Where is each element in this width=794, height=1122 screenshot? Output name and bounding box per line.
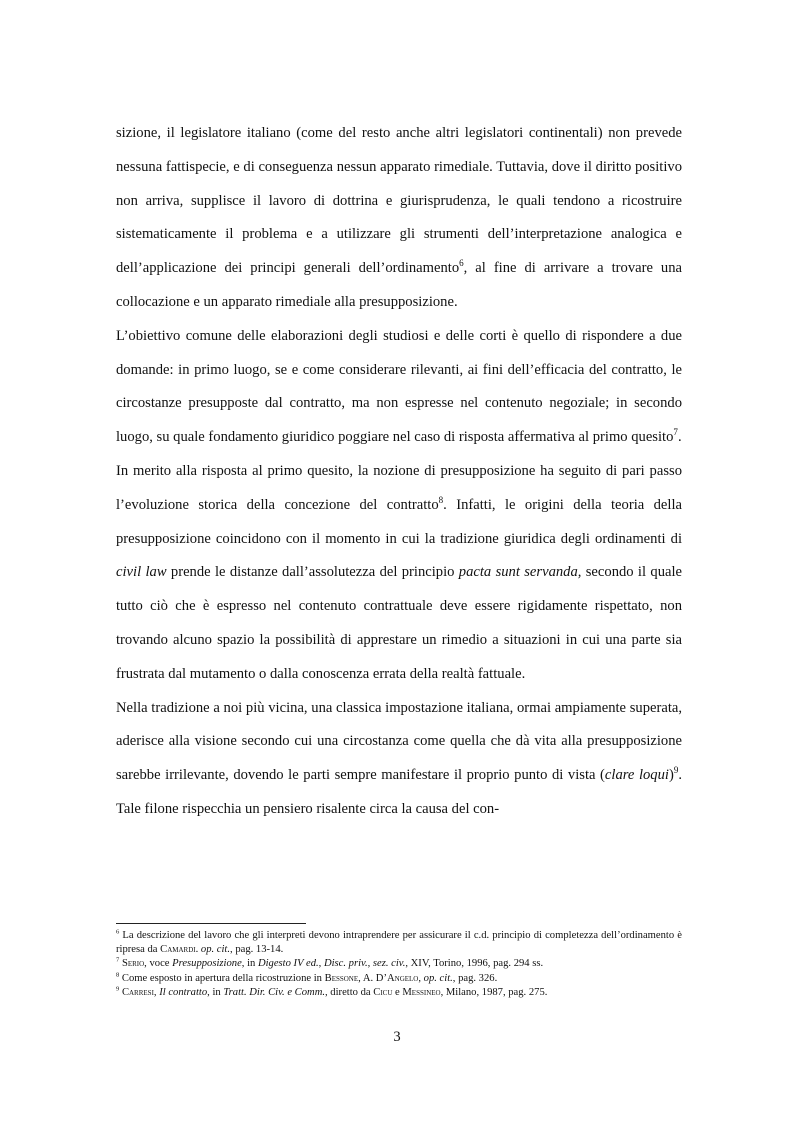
italic-term: pacta sunt servanda, bbox=[458, 564, 582, 581]
italic-term: Digesto IV ed., Disc. priv., sez. civ. bbox=[257, 958, 406, 970]
text-run: In merito alla risposta al primo quesito, la nozione di presupposizione ha seguito di pari passo l’evoluzione storica della concezione del contratto bbox=[116, 462, 682, 513]
footnote-number: 7 bbox=[116, 956, 120, 964]
text-run: . Tale filone rispecchia un pensiero risalente circa la causa del con- bbox=[116, 767, 683, 817]
italic-term: clare loqui bbox=[604, 767, 669, 784]
footnote-separator bbox=[116, 923, 306, 924]
text-run: secondo il quale tutto ciò che è espresso nel contenuto contrattuale deve essere rigidamente rispettato, non trovando alcuno spazio la possibilità di apprestare un rimedio a situazioni in cui una parte sia frustrata dal mutamento o dalla conoscenza errata della realtà fattuale. bbox=[116, 564, 682, 682]
paragraph-1 bbox=[116, 117, 682, 320]
footnote-6 bbox=[116, 929, 682, 957]
footnote-reference-9[interactable]: 9 bbox=[673, 765, 679, 776]
text-run: sizione, il legislatore italiano (come del resto anche altri legislatori continentali) non prevede nessuna fattispecie, e di conseguenza nessun apparato rimediale. Tuttavia, dove il diritto positivo non arriva, supplisce il lavoro di dottrina e giurisprudenza, le quali tendono a ricostruire sistematicamente il problema e a utilizzare gli strumenti dell’interpretazione analogica e dell’applicazione dei principi generali dell’ordinamento bbox=[116, 125, 682, 277]
footnotes bbox=[116, 929, 682, 1000]
author-name: Camardi bbox=[160, 944, 196, 956]
footnote-7 bbox=[116, 957, 682, 971]
footnote-8 bbox=[116, 972, 682, 986]
text-run: , pag. 13-14. bbox=[230, 944, 284, 956]
text-run: . bbox=[195, 944, 201, 956]
footnote-reference-8[interactable]: 8 bbox=[438, 494, 444, 505]
italic-term: civil law bbox=[116, 564, 167, 581]
text-run: La descrizione del lavoro che gli interpreti devono intraprendere per assicurare il c.d. principio di completezza dell’ordinamento è ripresa da bbox=[116, 930, 682, 956]
text-run: L’obiettivo comune delle elaborazioni degli studiosi e delle corti è quello di rispondere a due domande: in primo luogo, se e come considerare rilevanti, ai fini dell’efficacia del contratto, le circostanze presupposte dal contratto, ma non espresse nel contenuto negoziale; in secondo luogo, su quale fondamento giuridico poggiare nel caso di risposta affermativa al primo quesito bbox=[116, 327, 682, 446]
text-run: Come esposto in apertura della ricostruzione in bbox=[119, 972, 325, 984]
text-run: , A. D’ bbox=[358, 972, 387, 984]
text-run: , al fine di arrivare a trovare una collocazione e un apparato rimediale alla presupposizione. bbox=[116, 260, 683, 310]
author-name: Serio bbox=[121, 958, 145, 970]
paragraph-2 bbox=[116, 320, 682, 455]
text-run: , voce bbox=[144, 958, 173, 970]
text-run: , bbox=[418, 972, 424, 984]
footnote-reference-6[interactable]: 6 bbox=[459, 258, 464, 269]
page-number: 3 bbox=[393, 1029, 401, 1045]
footnote-number: 6 bbox=[116, 928, 120, 936]
text-run: prende le distanze dall’assolutezza del principio bbox=[166, 564, 459, 581]
text-run: , Milano, 1987, pag. 275. bbox=[440, 986, 548, 998]
text-run: , XIV, Torino, 1996, pag. 294 ss. bbox=[405, 958, 544, 970]
author-name: Cicu bbox=[373, 986, 393, 998]
text-run: e bbox=[392, 986, 403, 998]
text-run: , bbox=[153, 986, 160, 998]
footnote-9 bbox=[116, 986, 682, 1000]
text-run: ) bbox=[668, 767, 674, 784]
author-name: Angelo bbox=[386, 972, 419, 984]
text-run: , in bbox=[241, 958, 258, 970]
italic-term: Presupposizione bbox=[172, 958, 242, 970]
author-name: Carresi bbox=[121, 986, 154, 998]
paragraph-3 bbox=[116, 455, 682, 692]
footnote-number: 8 bbox=[116, 971, 120, 979]
italic-term: Il contratto bbox=[159, 986, 208, 998]
italic-term: op. cit. bbox=[200, 944, 231, 956]
text-run: , pag. 326. bbox=[452, 972, 498, 984]
author-name: Messineo bbox=[402, 986, 441, 998]
footnote-number: 9 bbox=[116, 985, 120, 993]
paragraph-4 bbox=[116, 692, 682, 827]
text-run: , in bbox=[207, 986, 224, 998]
text-run: . Infatti, le origini della teoria della presupposizione coincidono con il momento in cui la tradizione giuridica degli ordinamenti di bbox=[116, 496, 683, 547]
author-name: Bessone bbox=[324, 972, 359, 984]
footnote-reference-7[interactable]: 7 bbox=[673, 427, 678, 438]
text-run: Nella tradizione a noi più vicina, una classica impostazione italiana, ormai ampiamente superata, aderisce alla visione secondo cui una circostanza come quella che dà vita alla presupposizione sarebbe irrilevante, dovendo le parti sempre manifestare il proprio punto di vista ( bbox=[116, 699, 682, 784]
italic-term: op. cit. bbox=[423, 972, 453, 984]
italic-term: Tratt. Dir. Civ. e Comm. bbox=[223, 986, 325, 998]
text-run: . bbox=[677, 429, 682, 446]
text-run: , diretto da bbox=[325, 986, 374, 998]
body-text bbox=[116, 117, 682, 827]
